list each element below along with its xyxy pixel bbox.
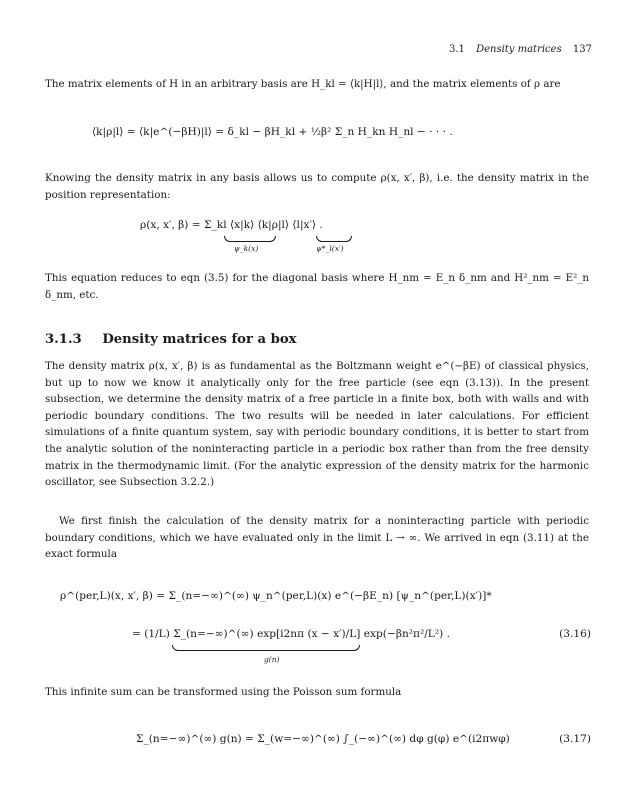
paragraph-density-matrix-box: The density matrix ρ(x, x′, β) is as fundamental as the Boltzmann weight e^(−βE) of classical physics, but up to now we know it analytically only for the free particle (see eqn (3.13)). In the present subsection, we determine the density matrix of a free particle in a finite box, both with walls and with periodic boundary conditions. The two results will be needed in later calculations. For efficient simulations of a finite quantum system, say with periodic boundary conditions, it is better to start from the analytic solution of the noninteracting particle in a periodic box rather than from the free density matrix in the thermodynamic limit. (For the analytic expression of the density matrix for the harmonic oscillator, see Subsection 3.2.2.) [45,360,589,489]
paragraph-periodic-boundary: We first finish the calculation of the density matrix for a noninteracting particle with periodic boundary conditions, which we have evaluated only in the limit L → ∞. We arrived in eqn (3.11) at the exact formula [45,515,589,561]
equation-position-density-matrix: ρ(x, x′, β) = Σ_kl ⟨x|k⟩ ⟨k|ρ|l⟩ ⟨l|x′⟩ . [140,219,323,231]
underbrace-label-psi-k: ψ_k(x) [234,244,259,253]
page-number: 137 [572,44,592,55]
underbrace-g-of-n [172,645,360,651]
subsection-number: 3.1.3 [45,332,82,347]
running-header [449,44,592,55]
paragraph-poisson-sum: This infinite sum can be transformed using the Poisson sum formula [45,686,402,698]
header-section-number: 3.1 [448,44,465,55]
paragraph-matrix-elements: The matrix elements of H in an arbitrary basis are H_kl = ⟨k|H|l⟩, and the matrix elements of ρ are [45,78,561,90]
equation-periodic-density-line2: = (1/L) Σ_(n=−∞)^(∞) exp[i2nπ (x − x′)/L] exp(−βn²π²/L²) . [132,628,450,640]
equation-density-matrix-elements: ⟨k|ρ|l⟩ = ⟨k|e^(−βH)|l⟩ = δ_kl − βH_kl + ½β² Σ_n H_kn H_nl − · · · . [92,126,453,138]
equation-poisson-sum-formula: Σ_(n=−∞)^(∞) g(n) = Σ_(w=−∞)^(∞) ∫_(−∞)^(∞) dφ g(φ) e^(i2πwφ) [136,733,510,745]
paragraph-position-representation: Knowing the density matrix in any basis allows us to compute ρ(x, x′, β), i.e. the density matrix in the position representation: [45,172,589,201]
header-section-title: Density matrices [476,44,562,55]
subsection-title: Density matrices for a box [102,332,297,347]
subsection-heading [45,332,297,347]
underbrace-label-g-of-n: g(n) [264,655,280,664]
paragraph-diagonal-basis: This equation reduces to eqn (3.5) for the diagonal basis where H_nm = E_n δ_nm and H²_nm = E²_n δ_nm, etc. [45,272,589,301]
underbrace-label-psi-l: ψ*_l(x′) [316,244,344,253]
equation-number-3-16: (3.16) [559,628,591,640]
underbrace-left [224,236,276,242]
equation-periodic-density-line1: ρ^(per,L)(x, x′, β) = Σ_(n=−∞)^(∞) ψ_n^(per,L)(x) e^(−βE_n) [ψ_n^(per,L)(x′)]* [60,590,492,602]
equation-number-3-17: (3.17) [559,733,591,745]
underbrace-right [316,236,352,242]
